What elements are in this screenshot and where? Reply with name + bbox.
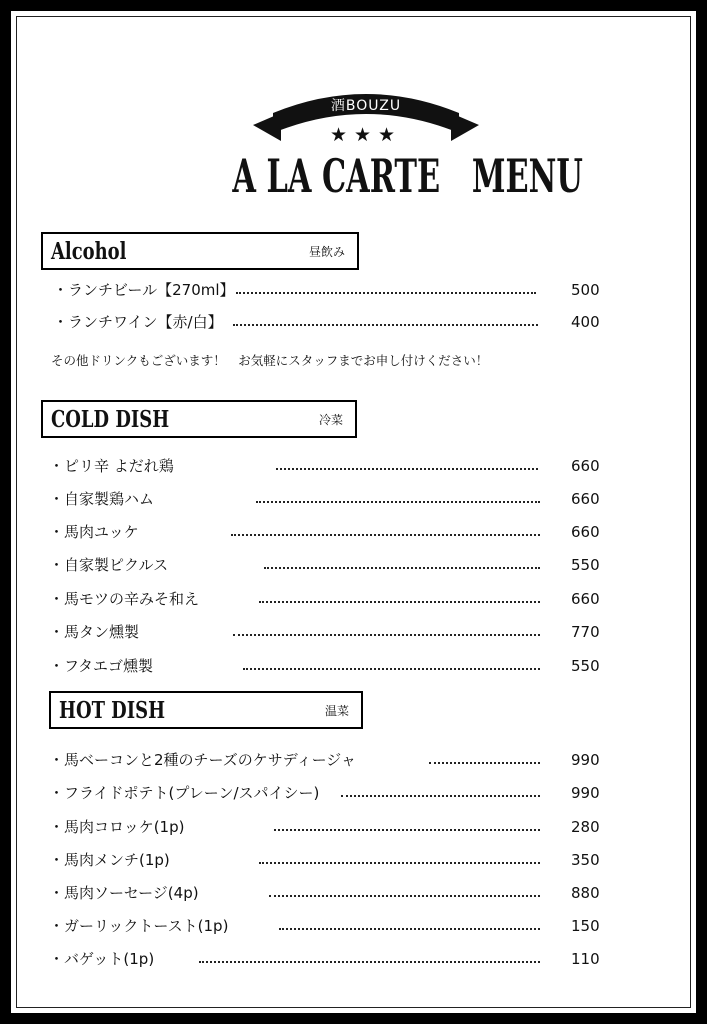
dot-leader [279,928,540,930]
stars: ★★★ [329,124,403,146]
menu-item [11,588,700,610]
menu-item [11,621,700,643]
menu-item [11,849,700,871]
item-price: 350 [571,851,600,869]
item-price: 150 [571,917,600,935]
item-price: 770 [571,623,600,641]
item-name: ・馬肉ユッケ [49,523,139,541]
item-name: ・自家製ピクルス [49,556,169,574]
menu-item [11,455,700,477]
menu-page [9,9,698,1015]
menu-item [11,882,700,904]
item-price: 550 [571,556,600,574]
item-name: ・馬ベーコンと2種のチーズのケサディージャ [49,751,356,769]
dot-leader [269,895,540,897]
dot-leader [264,567,540,569]
item-price: 880 [571,884,600,902]
section-subtitle: 昼飲み [308,245,345,259]
menu-item [11,749,700,771]
item-name: ・馬モツの辛みそ和え [49,590,200,608]
item-name: ・フタエゴ燻製 [49,657,153,675]
item-name: ・自家製鶏ハム [49,490,155,508]
item-price: 660 [571,590,600,608]
logo-text: 酒BOUZU [330,98,402,114]
item-price: 990 [571,751,600,769]
item-name: ・ランチワイン【赤/白】 [53,313,223,331]
menu-title: A LA CARTE MENU [232,149,583,203]
item-name: ・ピリ辛 よだれ鶏 [49,457,174,475]
section-title: COLD DISH [51,406,170,433]
dot-leader [236,292,536,294]
section-header-cold-dish [41,400,357,438]
section-header-alcohol [41,232,359,270]
dot-leader [256,501,540,503]
item-name: ・フライドポテト(プレーン/スパイシー) [49,784,320,802]
dot-leader [199,961,540,963]
item-name: ・馬肉コロッケ(1p) [49,818,185,836]
item-price: 660 [571,457,600,475]
dot-leader [429,762,540,764]
item-name: ・バゲット(1p) [49,950,155,968]
menu-item [11,311,700,333]
menu-item [11,554,700,576]
item-name: ・馬肉メンチ(1p) [49,851,170,869]
item-name: ・馬肉ソーセージ(4p) [49,884,199,902]
dot-leader [233,324,538,326]
item-name: ・ガーリックトースト(1p) [49,917,229,935]
dot-leader [233,634,540,636]
dot-leader [274,829,540,831]
dot-leader [231,534,540,536]
section-title: Alcohol [51,238,127,265]
menu-item [11,655,700,677]
section-header-hot-dish [49,691,363,729]
item-price: 400 [571,313,600,331]
item-name: ・ランチビール【270ml】 [53,281,235,299]
dot-leader [243,668,540,670]
item-price: 660 [571,523,600,541]
item-name: ・馬タン燻製 [49,623,140,641]
menu-item [11,488,700,510]
item-price: 550 [571,657,600,675]
item-price: 990 [571,784,600,802]
drink-note: その他ドリンクもございます！ お気軽にスタッフまでお申し付けください！ [51,353,489,368]
section-subtitle: 冷菜 [318,413,343,427]
menu-item [11,816,700,838]
menu-item [11,521,700,543]
dot-leader [259,862,540,864]
dot-leader [276,468,538,470]
section-title: HOT DISH [59,697,166,724]
item-price: 110 [571,950,600,968]
menu-item [11,948,700,970]
item-price: 660 [571,490,600,508]
item-price: 280 [571,818,600,836]
dot-leader [341,795,540,797]
menu-item [11,782,700,804]
item-price: 500 [571,281,600,299]
menu-item [11,915,700,937]
section-subtitle: 温菜 [324,704,349,718]
menu-item [11,279,700,301]
dot-leader [259,601,540,603]
